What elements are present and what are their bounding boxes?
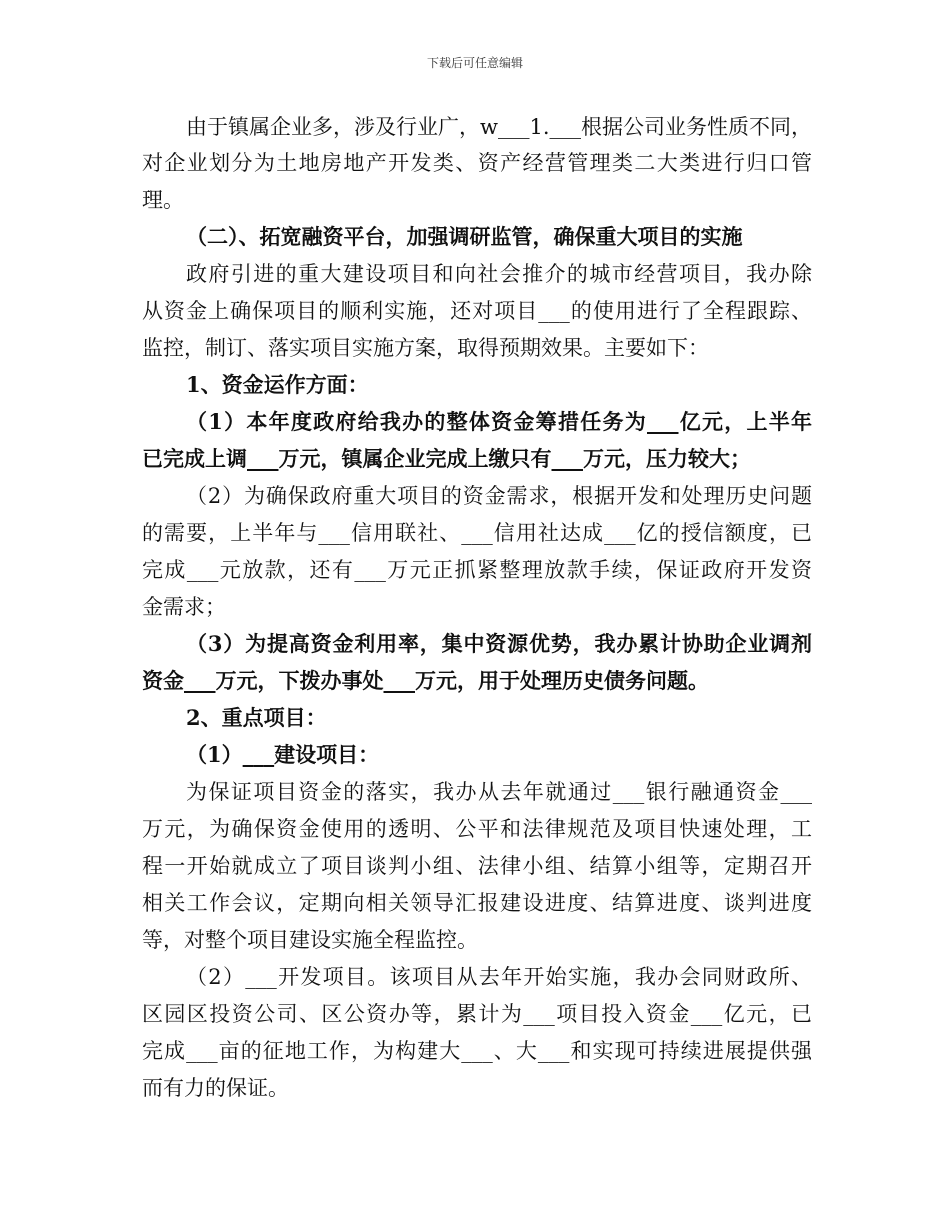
paragraph-line: 而有力的保证。 xyxy=(142,1076,289,1100)
paragraph-line: 对企业划分为土地房地产开发类、资产经营管理类二大类进行归口管 xyxy=(142,151,812,175)
page-header: 下载后可任意编辑 xyxy=(426,56,523,70)
section-heading: （二）、拓宽融资平台，加强调研监管，确保重大项目的实施 xyxy=(186,224,743,249)
paragraph-line: 完成___亩的征地工作，为构建大___、大___和实现可持续进展提供强 xyxy=(142,1039,812,1063)
paragraph-line: 等，对整个项目建设实施全程监控。 xyxy=(142,928,478,952)
paragraph-line: （1）本年度政府给我办的整体资金筹措任务为___亿元，上半年 xyxy=(186,409,812,434)
paragraph-line: （2）___开发项目。该项目从去年开始实施，我办会同财政所、 xyxy=(186,965,812,989)
paragraph-line: 完成___元放款，还有___万元正抓紧整理放款手续，保证政府开发资 xyxy=(142,558,812,582)
paragraph-line: 金需求； xyxy=(142,595,226,619)
paragraph-line: 程一开始就成立了项目谈判小组、法律小组、结算小组等，定期召开 xyxy=(142,854,812,878)
paragraph-line: 从资金上确保项目的顺利实施，还对项目___的使用进行了全程跟踪、 xyxy=(142,299,812,323)
subsection-heading: 2、重点项目： xyxy=(186,705,327,730)
paragraph-line: 监控，制订、落实项目实施方案，取得预期效果。主要如下： xyxy=(142,336,709,360)
paragraph-line: 相关工作会议，定期向相关领导汇报建设进度、结算进度、谈判进度 xyxy=(142,891,812,915)
paragraph-line: 由于镇属企业多，涉及行业广，w___1.___根据公司业务性质不同， xyxy=(186,115,813,139)
paragraph-line: 万元，为确保资金使用的透明、公平和法律规范及项目快速处理，工 xyxy=(142,817,812,841)
paragraph-line: 的需要，上半年与___信用联社、___信用社达成___亿的授信额度，已 xyxy=(142,521,812,545)
paragraph-line: 理。 xyxy=(142,188,184,212)
paragraph-line: 政府引进的重大建设项目和向社会推介的城市经营项目，我办除 xyxy=(186,262,812,286)
subsection-heading: （1）___建设项目： xyxy=(186,742,380,767)
paragraph-line: 资金___万元，下拨办事处___万元，用于处理历史债务问题。 xyxy=(142,668,709,693)
paragraph-line: （2）为确保政府重大项目的资金需求，根据开发和处理历史问题 xyxy=(186,484,812,508)
paragraph-line: 为保证项目资金的落实，我办从去年就通过___银行融通资金___ xyxy=(186,780,812,804)
subsection-heading: 1、资金运作方面： xyxy=(186,372,369,397)
paragraph-line: （3）为提高资金利用率，集中资源优势，我办累计协助企业调剂 xyxy=(186,631,812,656)
paragraph-line: 已完成上调___万元，镇属企业完成上缴只有___万元，压力较大； xyxy=(142,446,751,471)
paragraph-line: 区园区投资公司、区公资办等，累计为___项目投入资金___亿元，已 xyxy=(142,1002,812,1026)
